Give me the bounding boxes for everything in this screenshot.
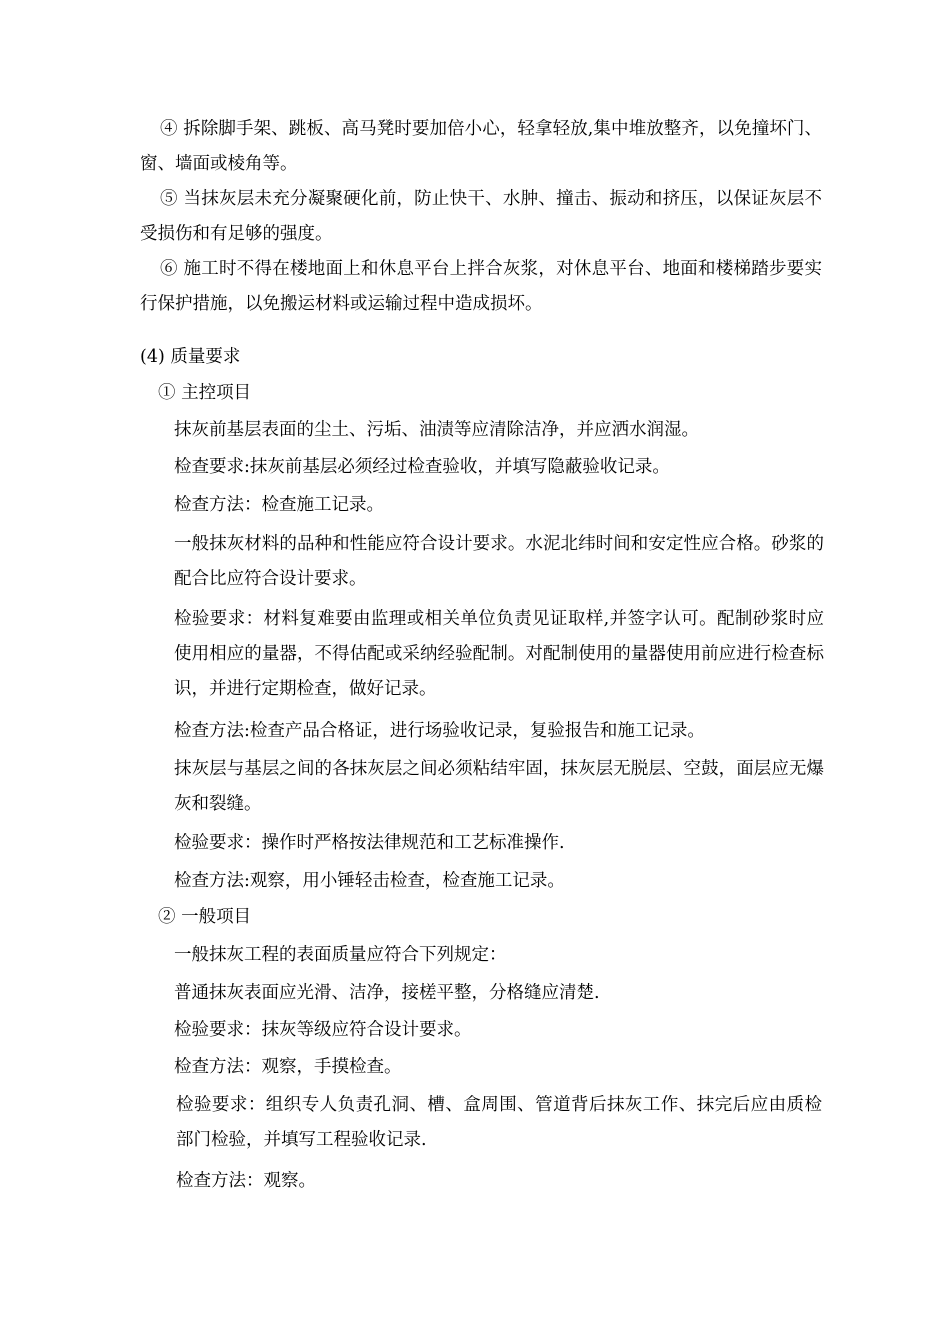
section-heading-quality: (4) 质量要求 — [140, 347, 241, 367]
paragraph-inspect-method-5: 检查方法：观察。 — [176, 1171, 316, 1191]
subheading-general-items: ② 一般项目 — [158, 907, 252, 927]
paragraph-base-cleaning: 抹灰前基层表面的尘土、污垢、油渍等应清除洁净，并应洒水润湿。 — [174, 420, 699, 440]
paragraph-material-requirement: 一般抹灰材料的品种和性能应符合设计要求。水泥北纬时间和安定性应合格。砂浆的配合比应符合设计要求。 — [174, 534, 824, 589]
paragraph-verify-requirement-4: 检验要求：组织专人负责孔洞、槽、盒周围、管道背后抹灰工作、抹完后应由质检部门检验，并填写工程验收记录. — [176, 1095, 822, 1150]
paragraph-item-4: ④ 拆除脚手架、跳板、高马凳时要加倍小心，轻拿轻放,集中堆放整齐，以免撞坏门、窗、墙面或棱角等。 — [140, 119, 822, 174]
paragraph-plain-plaster: 普通抹灰表面应光滑、洁净，接槎平整，分格缝应清楚. — [174, 983, 600, 1003]
paragraph-inspect-method-2: 检查方法:检查产品合格证，进行场验收记录，复验报告和施工记录。 — [174, 721, 705, 741]
paragraph-surface-quality: 一般抹灰工程的表面质量应符合下列规定： — [174, 945, 507, 965]
paragraph-inspect-method-4: 检查方法：观察，手摸检查。 — [174, 1057, 402, 1077]
paragraph-verify-requirement-2: 检验要求：操作时严格按法律规范和工艺标准操作. — [174, 833, 565, 853]
paragraph-verify-requirement-1: 检验要求：材料复难要由监理或相关单位负责见证取样,并签字认可。配制砂浆时应使用相应的量器，不得估配或采纳经验配制。对配制使用的量器使用前应进行检查标识，并进行定期检查，做好记录。 — [174, 609, 824, 699]
paragraph-verify-requirement-3: 检验要求：抹灰等级应符合设计要求。 — [174, 1020, 472, 1040]
paragraph-inspect-requirement-1: 检查要求:抹灰前基层必须经过检查验收，并填写隐蔽验收记录。 — [174, 457, 670, 477]
paragraph-bonding-requirement: 抹灰层与基层之间的各抹灰层之间必须粘结牢固，抹灰层无脱层、空鼓，面层应无爆灰和裂缝。 — [174, 759, 824, 814]
paragraph-item-5: ⑤ 当抹灰层未充分凝聚硬化前，防止快干、水肿、撞击、振动和挤压，以保证灰层不受损伤和有足够的强度。 — [140, 189, 822, 244]
paragraph-item-6: ⑥ 施工时不得在楼地面上和休息平台上拌合灰浆，对休息平台、地面和楼梯踏步要实行保护措施，以免搬运材料或运输过程中造成损坏。 — [140, 259, 822, 314]
paragraph-inspect-method-1: 检查方法：检查施工记录。 — [174, 495, 384, 515]
subheading-main-items: ① 主控项目 — [158, 383, 252, 403]
paragraph-inspect-method-3: 检查方法:观察，用小锤轻击检查，检查施工记录。 — [174, 871, 565, 891]
